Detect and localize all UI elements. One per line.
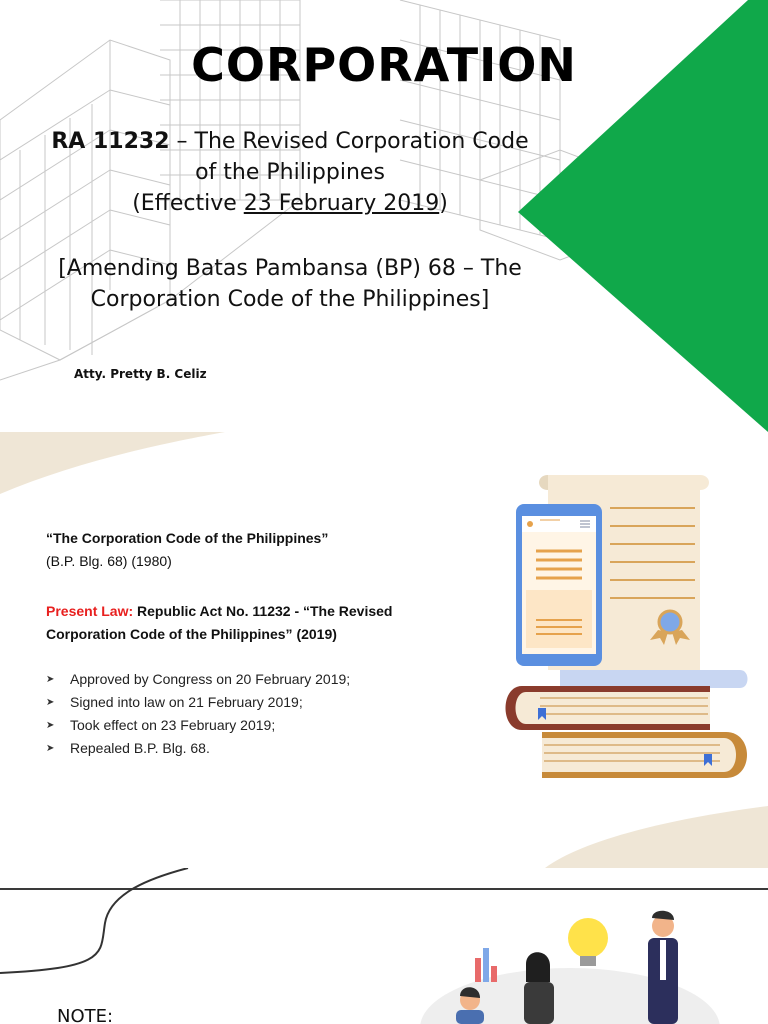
list-item-text: Signed into law on 21 February 2019;	[70, 694, 303, 710]
phone-scroll-books-illustration	[500, 470, 756, 782]
arrow-bullet-icon: ➤	[46, 743, 55, 754]
arrow-bullet-icon: ➤	[46, 674, 55, 685]
author-name: Atty. Pretty B. Celiz	[74, 367, 207, 381]
amending-note: [Amending Batas Pambansa (BP) 68 – The Corporation Code of the Philippines]	[58, 256, 522, 312]
title-slide	[0, 0, 768, 432]
present-law	[46, 600, 426, 646]
effective-date: 23 February 2019	[243, 191, 440, 216]
ra-description: – The Revised Corporation Code of the Philippines	[169, 129, 529, 185]
arrow-bullet-icon: ➤	[46, 697, 55, 708]
law-subtitle	[40, 126, 540, 219]
law-milestones-list	[46, 668, 350, 760]
present-law-label: Present Law:	[46, 603, 134, 619]
old-code-heading: “The Corporation Code of the Philippines”	[46, 530, 329, 546]
ra-number: RA 11232	[51, 129, 170, 154]
present-law-text: Republic Act No. 11232 - “The Revised Corporation Code of the Philippines” (2019)	[46, 603, 393, 642]
list-item	[46, 714, 350, 737]
note-label: NOTE:	[57, 1006, 114, 1024]
list-item-text: Approved by Congress on 20 February 2019;	[70, 671, 351, 687]
effective-suffix: )	[439, 191, 448, 216]
note-slide	[0, 868, 768, 1024]
list-item	[46, 668, 350, 691]
business-people-illustration	[420, 908, 720, 1024]
effective-prefix: (Effective	[132, 191, 244, 216]
old-code-citation: (B.P. Blg. 68) (1980)	[46, 553, 172, 569]
list-item	[46, 737, 350, 760]
slide-title: CORPORATION	[191, 38, 577, 92]
law-history-slide	[0, 432, 768, 868]
list-item-text: Repealed B.P. Blg. 68.	[70, 740, 210, 756]
list-item-text: Took effect on 23 February 2019;	[70, 717, 276, 733]
arrow-bullet-icon: ➤	[46, 720, 55, 731]
list-item	[46, 691, 350, 714]
